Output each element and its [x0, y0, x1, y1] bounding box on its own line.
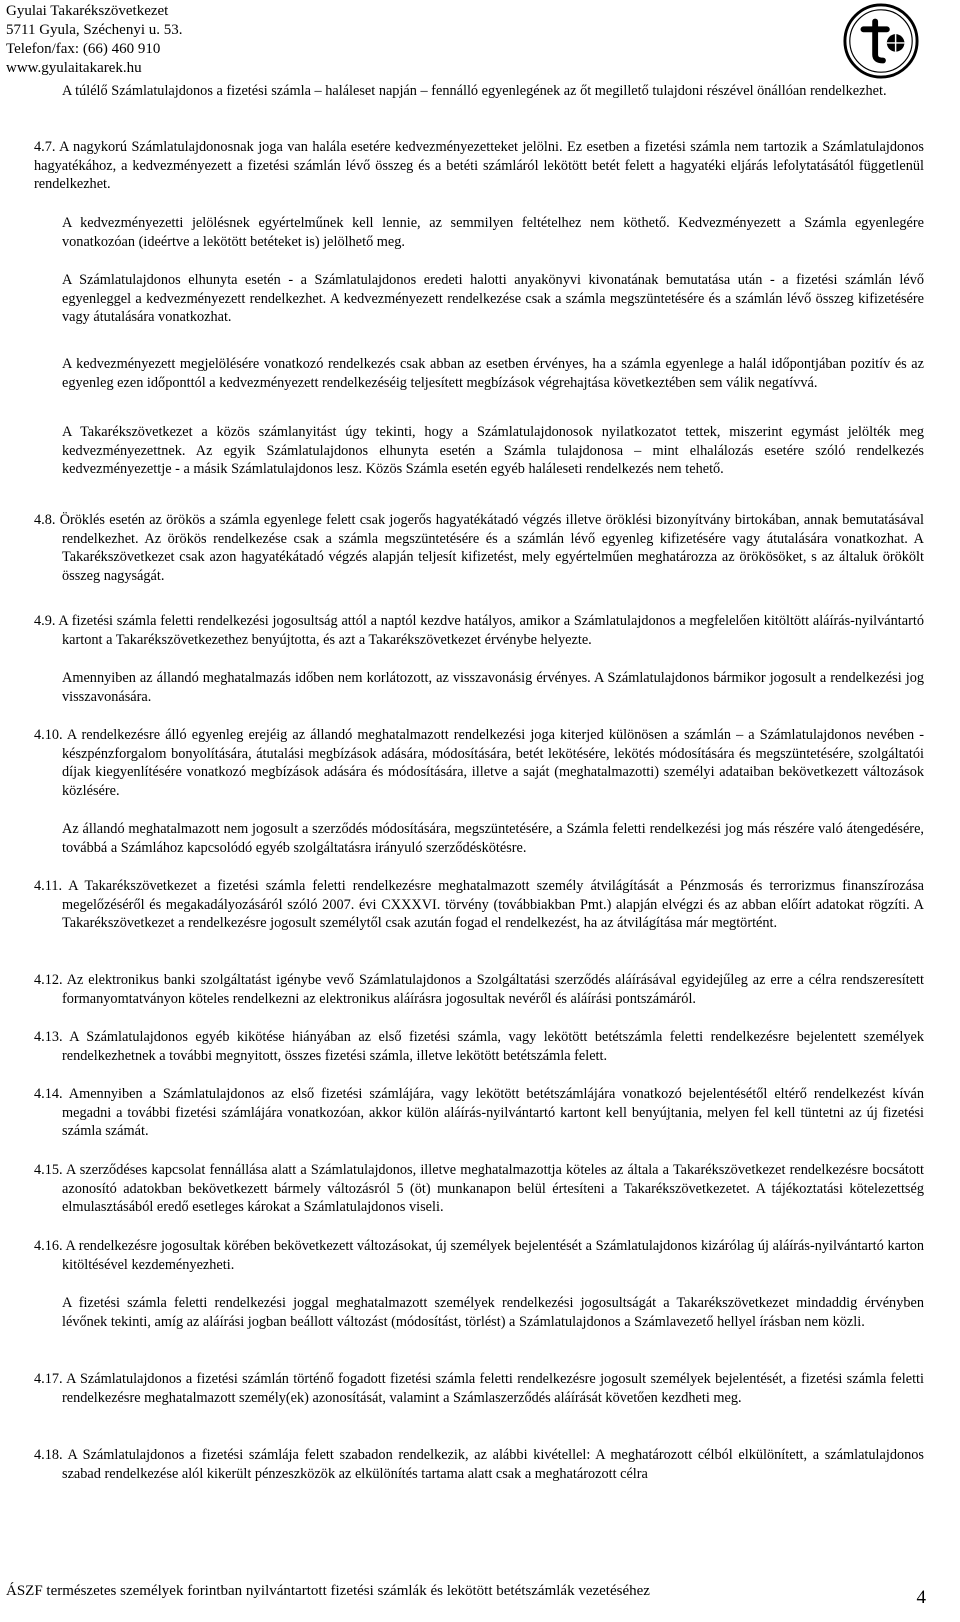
paragraph-4-11: 4.11. A Takarékszövetkezet a fizetési számla feletti rendelkezésre meghatalmazott személy átvilágítását a Pénzmosás és terrorizmus finanszírozása megelőzéséről és megakadályozásáról szóló 2007. évi CXXXVI. törvény (továbbiakban Pmt.) alapján elvégzi és az abban előírt adatokat rögzíti. A Takarékszövetkezet a rendelkezésre jogosult személytől csak azután fogad el rendelkezést, ha az átvilágítása már megtörtént.	[34, 878, 924, 932]
paragraph-4-18: 4.18. A Számlatulajdonos a fizetési számlája felett szabadon rendelkezik, az alábbi kivétellel: A meghatározott célból elkülönített, a számlatulajdonos szabad rendelkezése alól kikerült pénzeszközök az elkülönítés tartama alatt csak a meghatározott célra	[34, 1447, 924, 1482]
org-website: www.gyulaitakarek.hu	[6, 60, 142, 76]
paragraph: A Takarékszövetkezet a közös számlanyitást úgy tekinti, hogy a Számlatulajdonosok nyilatkozatot tettek, miszerint egymást jelölték meg kedvezményezettnek. Az egyik Számlatulajdonos elhunyta esetén a Számla tulajdonosa – mint elhalálozás esetére szóló rendelkezés kedvezményezettje - a másik Számlatulajdonos lesz. Közös Számla esetén egyéb haláleseti rendelkezés nem tehető.	[62, 424, 924, 478]
paragraph-4-16: 4.16. A rendelkezésre jogosultak körében bekövetkezett változásokat, új személyek bejelentését a Számlatulajdonos kizárólag új aláírás-nyilvántartó karton kitöltésével kezdeményezheti.	[34, 1238, 924, 1273]
paragraph-4-14: 4.14. Amennyiben a Számlatulajdonos az első fizetési számlájára, vagy lekötött betétszámlájára vonatkozó bejelentésétől eltérő rendelkezést kíván megadni a további fizetési számlájára vonatkozóan, akkor külön aláírás-nyilvántartó kartont kell benyújtania, melyen fel kell tüntetni az új fizetési számla számát.	[34, 1086, 924, 1140]
page-number: 4	[916, 1587, 926, 1608]
page-footer	[6, 1583, 954, 1608]
paragraph-4-17: 4.17. A Számlatulajdonos a fizetési számlán történő fogadott fizetési számla feletti rendelkezésre jogosult személyek bejelentését, a fizetési számla feletti rendelkezésre meghatalmazott személy(ek) azonosítását, valamint a Számlaszerződés aláírását követően kezdheti meg.	[34, 1371, 924, 1406]
paragraph-4-13: 4.13. A Számlatulajdonos egyéb kikötése hiányában az első fizetési számla, vagy lekötött betétszámla feletti rendelkezésre bejelentett személyek rendelkezhetnek a további megnyitott, összes fizetési számla, illetve lekötött betétszámla felett.	[34, 1029, 924, 1064]
paragraph: A kedvezményezett megjelölésére vonatkozó rendelkezés csak abban az esetben érvényes, ha a számla egyenlege a halál időpontjában pozitív és az egyenleg ezen időponttól a kedvezményezett rendelkezéséig teljesített megbízások végrehajtása következtében sem válik negatívvá.	[62, 356, 924, 391]
org-name: Gyulai Takarékszövetkezet	[6, 3, 169, 19]
paragraph: A fizetési számla feletti rendelkezési joggal meghatalmazott személyek rendelkezési jogosultságát a Takarékszövetkezet mindaddig érvényben lévőnek tekinti, amíg az aláírási jogban beállott változást (módosítást, törlést) a Számlatulajdonos a Számlavezető hellyel írásban nem közli.	[62, 1295, 924, 1330]
paragraph: A kedvezményezetti jelölésnek egyértelműnek kell lennie, az semmilyen feltételhez nem köthető. Kedvezményezett a Számla egyenlegére vonatkozóan (ideértve a lekötött betéteket is) jelölhető meg.	[62, 215, 924, 250]
paragraph: Az állandó meghatalmazott nem jogosult a szerződés módosítására, megszüntetésére, a Számla feletti rendelkezési jog más részére való átengedésére, továbbá a Számlához kapcsolódó egyéb szolgáltatásra irányuló szerződéskötésre.	[62, 821, 924, 856]
paragraph: A Számlatulajdonos elhunyta esetén - a Számlatulajdonos eredeti halotti anyakönyvi kivonatának bemutatása után - a fizetési számlán lévő egyenleggel a kedvezményezett rendelkezhet. A kedvezményezett rendelkezése csak a számla megszüntetésére és a számlán lévő összeg kifizetésére vagy átutalására vonatkozhat.	[62, 272, 924, 326]
paragraph-4-9: 4.9. A fizetési számla feletti rendelkezési jogosultság attól a naptól kezdve hatályos, amikor a Számlatulajdonos a megfelelően kitöltött aláírás-nyilvántartó kartont a Takarékszövetkezethez benyújtotta, és azt a Takarékszövetkezet érvénybe helyezte.	[34, 613, 924, 648]
paragraph-4-15: 4.15. A szerződéses kapcsolat fennállása alatt a Számlatulajdonos, illetve meghatalmazottja köteles az általa a Takarékszövetkezet rendelkezésre bocsátott azonosító adatokban bekövetkezett bármely változásról 5 (öt) munkanapon belül értesíteni a Takarékszövetkezetet. A tájékoztatási kötelezettség elmulasztásából eredő esetleges károkat a Számlatulajdonos viseli.	[34, 1162, 924, 1216]
org-address: 5711 Gyula, Széchenyi u. 53.	[6, 22, 183, 38]
letterhead	[6, 2, 183, 78]
paragraph-4-12: 4.12. Az elektronikus banki szolgáltatást igénybe vevő Számlatulajdonos a Szolgáltatási szerződés aláírásával egyidejűleg az erre a célra rendszeresített formanyomtatványon köteles rendelkezni az elektronikus aláírásra jogosultak nevéről és aláírási pontszámáról.	[34, 972, 924, 1007]
paragraph: Amennyiben az állandó meghatalmazás időben nem korlátozott, az visszavonásig érvényes. A Számlatulajdonos bármikor jogosult a rendelkezési jog visszavonására.	[62, 670, 924, 705]
org-phone: Telefon/fax: (66) 460 910	[6, 41, 161, 57]
paragraph-4-7: 4.7. A nagykorú Számlatulajdonosnak joga van halála esetére kedvezményezetteket jelölni. Ez esetben a fizetési számla nem tartozik a Számlatulajdonos hagyatékához, a kedvezményezett a fizetési számlán lévő összeg és a betéti számláról lekötött betét felett a hagyatéki eljárás lefolytatásától függetlenül rendelkezhet.	[34, 139, 924, 193]
paragraph: A túlélő Számlatulajdonos a fizetési számla – haláleset napján – fennálló egyenlegének az őt megillető tulajdoni részével önállóan rendelkezhet.	[62, 83, 887, 99]
paragraph-4-10: 4.10. A rendelkezésre álló egyenleg erejéig az állandó meghatalmazott rendelkezési joga kiterjed különösen a számlán – a Számlatulajdonos nevében - készpénzforgalom bonyolítására, átutalási megbízások adására, módosítására, betét lekötésére, lekötés módosítására és megszüntetésére, szolgáltatói díjak kiegyenlítésére vonatkozó megbízások adására és módosítására, illetve a saját (meghatalmazotti) személyi adataiban bekövetkezett változások közlésére.	[34, 727, 924, 799]
paragraph-4-8: 4.8. Öröklés esetén az örökös a számla egyenlege felett csak jogerős hagyatékátadó végzés illetve öröklési bizonyítvány birtokában, annak bemutatásával rendelkezhet. Az örökös rendelkezése csak a számla megszüntetésére és a számlán lévő egyenleg kifizetésére vagy átutalására vonatkozhat. A Takarékszövetkezet csak azon hagyatékátadó végzés alapján teljesít kifizetést, mely egyértelműen meghatározza az örökösöket, s az általuk örökölt összeg nagyságát.	[34, 512, 924, 584]
takarek-logo	[842, 2, 920, 80]
footer-text: ÁSZF természetes személyek forintban nyilvántartott fizetési számlák és lekötött betétszámlák vezetéséhez	[6, 1583, 650, 1599]
